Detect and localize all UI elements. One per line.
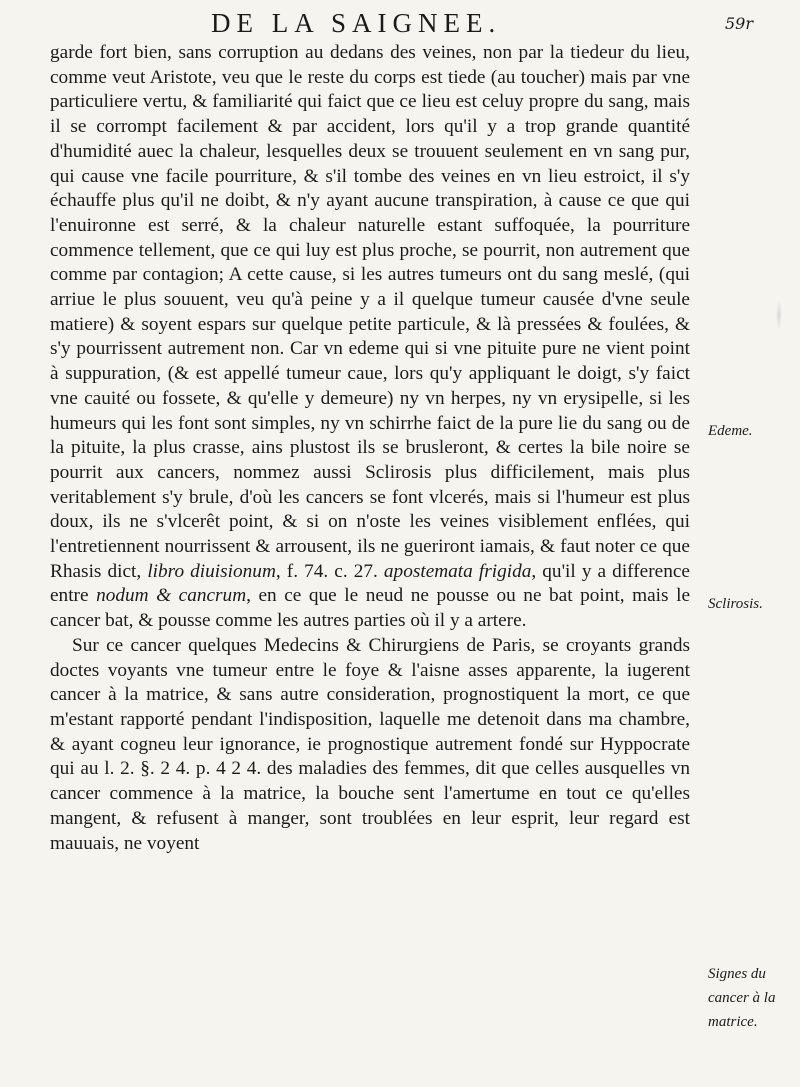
citation-folio: , f. 74. c. 27. [275,560,378,582]
margin-note-edeme: Edeme. [708,423,753,439]
page-number: 59r [725,14,754,33]
body-text [50,41,690,856]
margin-note-sclirosis: Sclirosis. [708,596,763,612]
paper-smudge [776,300,782,330]
paragraph-1-text: garde fort bien, sans corruption au dedans des veines, non par la tiedeur du lieu, comme veut Aristote, veu que le reste du corps est tiede (au toucher) mais par vne particuliere vertu, & familiarité qui faict que ce lieu est celuy propre du sang, mais il se corrompt facilement & par accident, lors qu'il y a trop grande quantité d'humidité auec la chaleur, lesquelles deux se trouuent seulement en vn sang pur, qui cause vne facile pourriture, & s'il tombe des veines en vn lieu estroict, il s'y échauffe plus qu'il ne doibt, & n'y ayant aucune transpiration, à cause ce que qui l'enuironne est serré, & la chaleur naturelle estant suffoquée, la pourriture commence tellement, que ce qui luy est plus proche, se pourrit, non autrement que comme par contagion; A cette cause, si les autres tumeurs ont du sang meslé, (qui arriue le plus souuent, veu qu'à peine y a il quelque tumeur causée d'vne seule matiere) & soyent espars sur quelque petite particule, & là pressées & foulées, & s'y pourrissent autrement non. Car vn edeme qui si vne pituite pure ne vient point à suppuration, (& est appellé tumeur caue, lors qu'y appliquant le doigt, s'y faict vne cauité ou fossete, & qu'elle y demeure) ny vn herpes, ny vn erysipelle, si les humeurs qui les font sont simples, ny vn schirrhe faict de la pure lie du sang ou de la pituite, la plus crasse, ains plustost ils se brusleront, & certes la bile noire se pourrit aux cancers, nommez aussi Sclirosis plus difficilement, mais plus veritablement s'y brule, d'où les cancers se font vlcerés, mais si l'humeur est plus doux, ils ne s'vlcerêt point, & si on n'oste les veines visiblement enflées, qui l'entretiennent nourrissent & arrousent, ils ne gueriront iamais, & faut noter ce que Rhasis dict, [50,42,690,582]
margin-note-cancer: cancer à la [708,990,776,1006]
running-title: DE LA SAIGNEE. [211,8,502,38]
paragraph-1-continued: , qu'il y a difference entre [50,560,690,607]
citation-title: libro diuisionum [147,560,276,582]
citation-chapter: apostemata frigida [383,560,532,582]
margin-note-matrice: matrice. [708,1014,758,1030]
margin-note-signes: Signes du [708,966,766,982]
paragraph-1-end: , en ce que le neud ne pousse ou ne bat point, mais le cancer bat, & pousse comme les autres parties où il y a artere. [50,585,690,632]
paragraph-1 [50,41,690,634]
paragraph-2-text: Sur ce cancer quelques Medecins & Chirurgiens de Paris, se croyants grands doctes voyants vne tumeur entre le foye & l'aisne asses apparente, la iugerent cancer à la matrice, & sans autre consideration, prognostiquent la mort, ce que m'estant rapporté pendant l'indisposition, laquelle me detenoit dans ma chambre, & ayant cogneu leur ignorance, ie prognostique autrement fondé sur Hyppocrate qui au l. 2. §. 2 4. p. 4 2 4. des maladies des femmes, dit que celles ausquelles vn cancer commence à la matrice, la bouche sent l'amertume en tout ce qu'elles mangent, & refusent à manger, sont troublées en leur esprit, leur regard est mauuais, ne voyent [50,634,690,854]
latin-term: nodum & cancrum [96,585,247,607]
paragraph-2 [50,634,690,856]
page-header [0,8,800,36]
